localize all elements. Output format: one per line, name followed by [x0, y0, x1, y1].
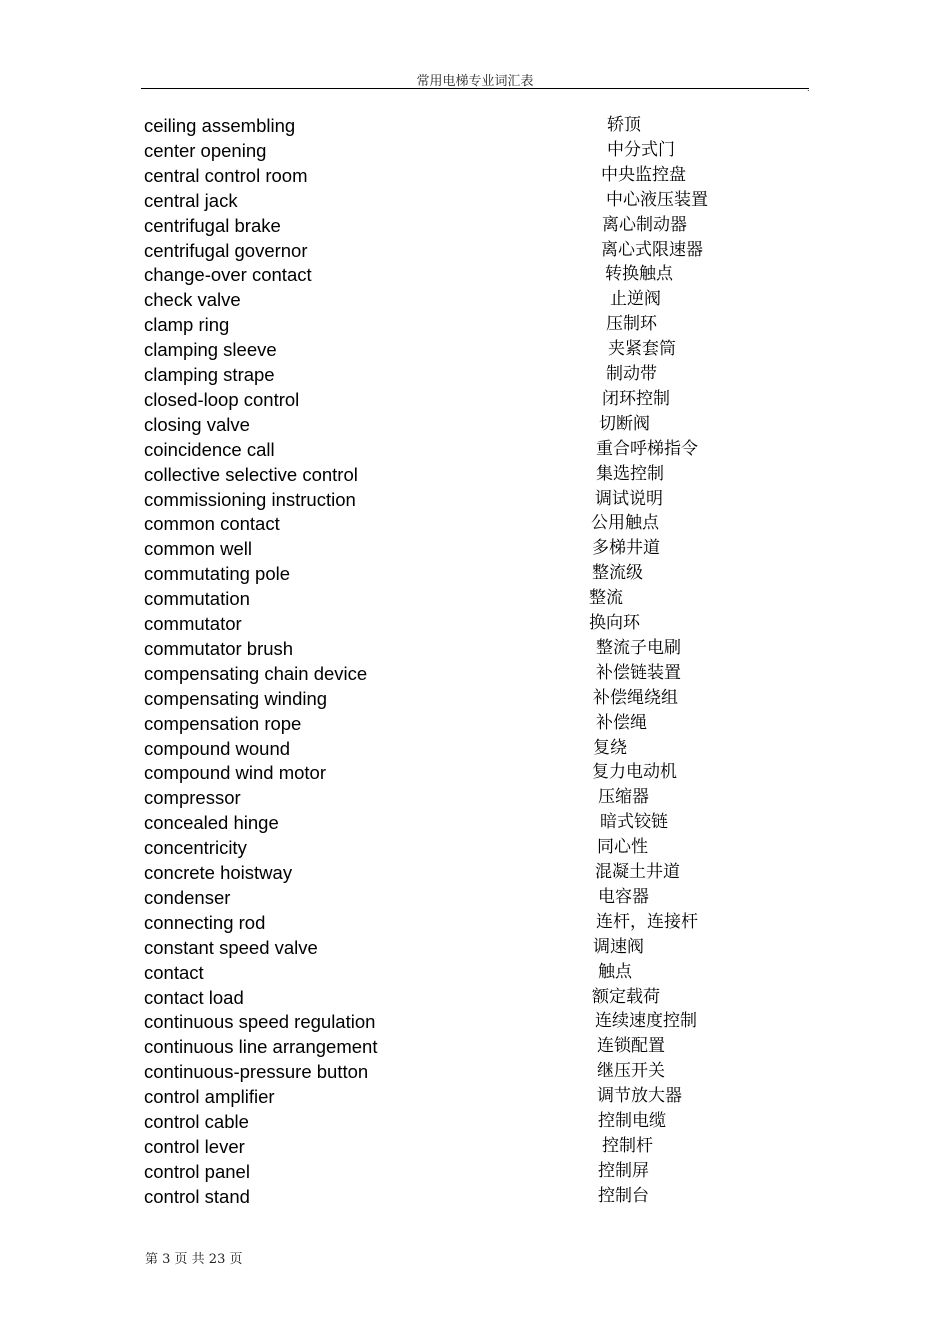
entry-term: center opening [144, 139, 267, 161]
entry-translation: 离心式限速器 [601, 239, 703, 260]
entry-translation: 调节放大器 [597, 1086, 682, 1107]
list-item [0, 636, 950, 661]
entry-term: compensating winding [144, 687, 328, 709]
list-item [0, 337, 950, 362]
list-item [0, 910, 950, 935]
entry-translation: 夹紧套筒 [608, 339, 676, 360]
entry-translation: 额定载荷 [592, 986, 660, 1007]
list-item [0, 387, 950, 412]
entry-term: centrifugal governor [144, 239, 308, 261]
entry-term: change-over contact [144, 264, 312, 286]
entry-term: clamping sleeve [144, 339, 277, 361]
entry-term: compressor [144, 787, 241, 809]
list-item [0, 935, 950, 960]
entry-term: ceiling assembling [144, 115, 296, 136]
entry-translation: 中心液压装置 [606, 189, 708, 210]
entry-translation: 连续速度控制 [595, 1011, 697, 1032]
entry-translation: 补偿绳 [596, 712, 647, 733]
list-item [0, 835, 950, 860]
entry-translation: 制动带 [606, 364, 657, 384]
list-item [0, 686, 950, 711]
entry-translation: 轿顶 [607, 115, 641, 135]
list-item [0, 312, 950, 337]
entry-term: continuous line arrangement [144, 1036, 378, 1058]
list-item [0, 536, 950, 561]
list-item [0, 586, 950, 611]
entry-term: contact load [144, 986, 244, 1008]
page-number: 第 3 页 共 23 页 [145, 1252, 243, 1267]
entry-term: closed-loop control [144, 388, 300, 410]
entry-translation: 中分式门 [607, 139, 675, 160]
entry-term: commutation [144, 588, 250, 610]
entry-term: continuous speed regulation [144, 1011, 376, 1033]
list-item [0, 487, 950, 512]
entry-term: common contact [144, 513, 280, 535]
list-item [0, 611, 950, 636]
entry-translation: 复力电动机 [592, 762, 677, 783]
entry-translation: 集选控制 [596, 463, 664, 484]
list-item [0, 138, 950, 163]
entry-term: concealed hinge [144, 812, 279, 834]
entry-term: condenser [144, 886, 231, 908]
entry-translation: 离心制动器 [602, 214, 687, 235]
entry-term: central control room [144, 164, 308, 186]
entry-term: control cable [144, 1111, 249, 1132]
entry-term: control panel [144, 1160, 250, 1182]
list-item [0, 238, 950, 263]
entry-translation: 控制台 [598, 1185, 649, 1206]
entry-term: contact [144, 961, 204, 983]
entry-term: commutator brush [144, 637, 294, 659]
page-header-title: 常用电梯专业词汇表 [416, 74, 534, 89]
list-item [0, 885, 950, 910]
entry-translation: 继压开关 [597, 1061, 665, 1082]
entry-term: clamping strape [144, 364, 275, 385]
entry-translation: 连锁配置 [597, 1036, 665, 1057]
list-item [0, 1109, 950, 1134]
entry-translation: 整流级 [592, 563, 643, 584]
list-item [0, 810, 950, 835]
header-rule [141, 88, 809, 89]
entry-term: check valve [144, 289, 241, 311]
entry-term: compound wound [144, 737, 291, 759]
entry-translation: 切断阀 [599, 413, 650, 434]
list-item [0, 960, 950, 985]
entry-term: collective selective control [144, 463, 358, 485]
list-item [0, 1059, 950, 1084]
entry-translation: 补偿绳绕组 [593, 687, 678, 708]
entry-translation: 控制屏 [598, 1160, 649, 1181]
list-item [0, 163, 950, 188]
entry-translation: 闭环控制 [602, 388, 670, 409]
list-item [0, 262, 950, 287]
entry-translation: 补偿链装置 [596, 662, 681, 683]
entry-translation: 复绕 [593, 737, 627, 758]
list-item [0, 213, 950, 238]
entry-term: commutator [144, 613, 242, 634]
entry-translation: 多梯井道 [592, 538, 660, 559]
entry-translation: 压缩器 [598, 787, 649, 808]
entry-translation: 混凝土井道 [595, 862, 680, 882]
entry-translation: 控制杆 [602, 1135, 653, 1156]
list-item [0, 785, 950, 810]
list-item [0, 1034, 950, 1059]
entry-term: concentricity [144, 837, 247, 859]
entry-translation: 电容器 [598, 886, 649, 907]
list-item [0, 462, 950, 487]
list-item [0, 287, 950, 312]
entry-term: constant speed valve [144, 936, 318, 958]
entry-translation: 整流 [589, 588, 623, 609]
entry-translation: 压制环 [606, 314, 657, 335]
entry-term: compound wind motor [144, 762, 327, 784]
entry-translation: 整流子电刷 [596, 637, 681, 658]
entry-translation: 止逆阀 [610, 289, 661, 310]
list-item [0, 113, 950, 138]
entry-term: closing valve [144, 413, 250, 435]
list-item [0, 985, 950, 1010]
entry-term: clamp ring [144, 314, 230, 336]
header-mark: . [807, 84, 810, 93]
entry-term: compensating chain device [144, 662, 368, 684]
entry-translation: 中央监控盘 [601, 164, 686, 185]
entry-term: commissioning instruction [144, 488, 356, 510]
entry-translation: 控制电缆 [598, 1111, 666, 1131]
entry-translation: 调速阀 [593, 936, 644, 957]
entry-term: control stand [144, 1185, 250, 1207]
entry-translation: 触点 [598, 961, 632, 982]
list-item [0, 1134, 950, 1159]
list-item [0, 561, 950, 586]
entry-translation: 公用触点 [591, 513, 659, 534]
entry-translation: 调试说明 [595, 488, 663, 509]
entry-term: commutating pole [144, 563, 291, 585]
entry-term: control lever [144, 1135, 245, 1157]
entry-term: compensation rope [144, 712, 302, 734]
entry-translation: 重合呼梯指令 [596, 438, 698, 459]
entry-translation: 转换触点 [605, 264, 673, 285]
entry-translation: 暗式铰链 [600, 812, 668, 833]
list-item [0, 362, 950, 387]
list-item [0, 188, 950, 213]
list-item [0, 860, 950, 885]
list-item [0, 412, 950, 437]
list-item [0, 1009, 950, 1034]
list-item [0, 711, 950, 736]
entry-translation: 同心性 [597, 837, 648, 858]
list-item [0, 661, 950, 686]
entry-term: central jack [144, 189, 238, 211]
list-item [0, 1159, 950, 1184]
list-item [0, 1184, 950, 1209]
list-item [0, 511, 950, 536]
entry-term: centrifugal brake [144, 214, 281, 236]
list-item [0, 736, 950, 761]
entry-translation: 连杆，连接杆 [596, 911, 698, 932]
list-item [0, 437, 950, 462]
entry-term: control amplifier [144, 1086, 275, 1108]
entry-term: common well [144, 538, 252, 560]
entry-translation: 换向环 [589, 613, 640, 633]
entry-term: concrete hoistway [144, 862, 293, 883]
list-item [0, 760, 950, 785]
entry-term: connecting rod [144, 911, 266, 933]
entry-term: coincidence call [144, 438, 275, 460]
entry-term: continuous-pressure button [144, 1061, 369, 1083]
list-item [0, 1084, 950, 1109]
